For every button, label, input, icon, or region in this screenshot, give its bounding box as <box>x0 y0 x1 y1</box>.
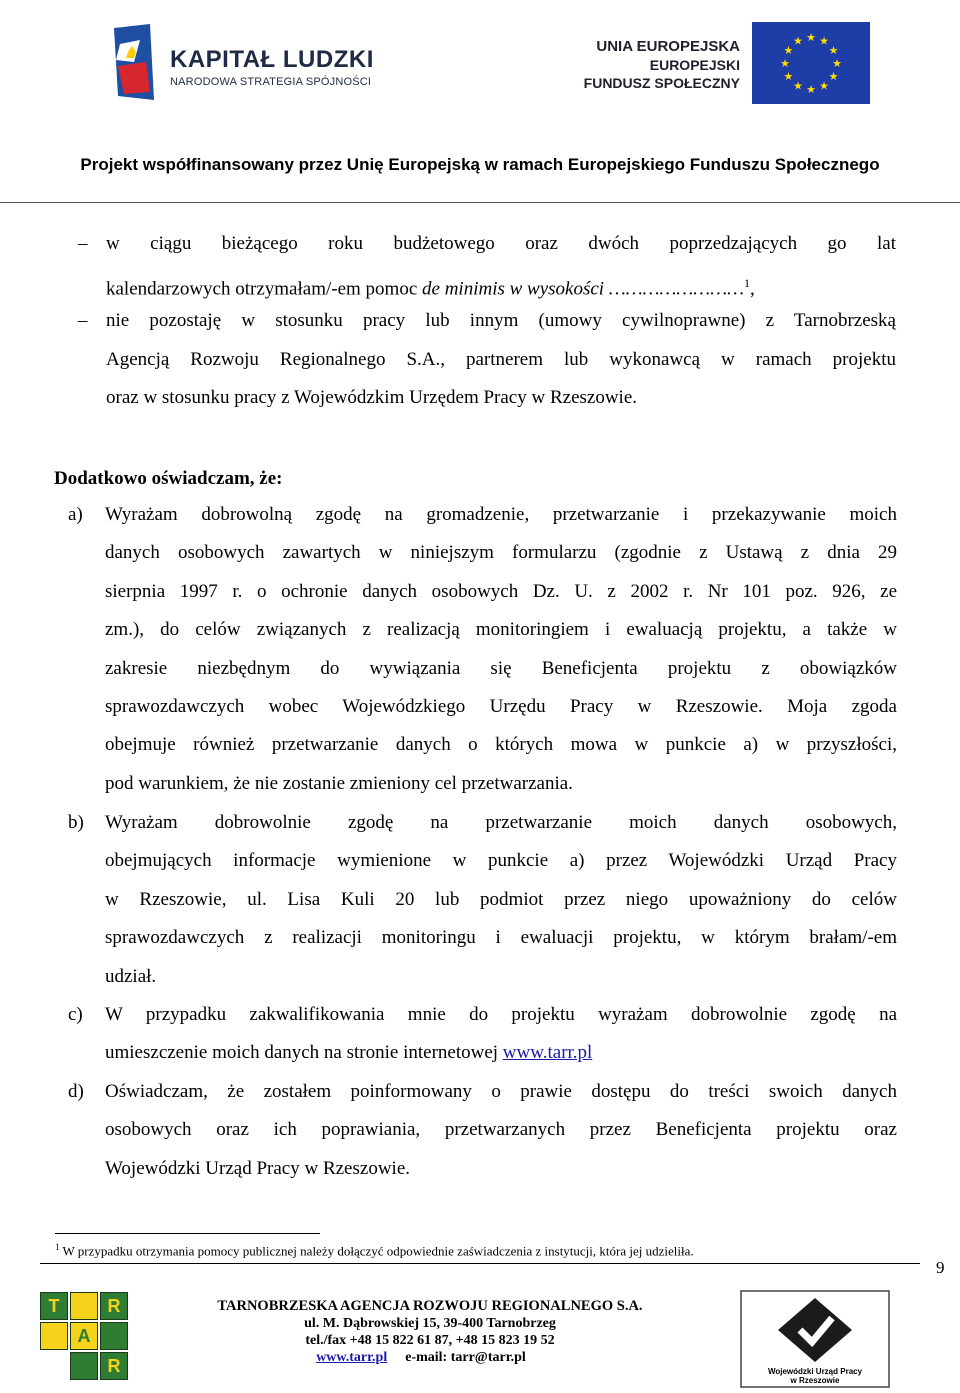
bullet-2 <box>106 302 896 418</box>
item-b-letter: b) <box>68 812 84 833</box>
item-a-body <box>105 496 897 803</box>
dash-bullet-icon: – <box>78 233 88 254</box>
footnote-divider <box>55 1233 320 1234</box>
tarr-logo <box>40 1290 150 1380</box>
tarr-tile <box>70 1352 98 1380</box>
item-a-line: zm.), do celów związanych z realizacją monitoringiem i ewaluacją projektu, a także w <box>105 619 897 641</box>
item-b-line: sprawozdawczych z realizacji monitoringu i ewaluacji projektu, w którym brałam/-em <box>105 927 897 949</box>
eu-star-icon: ★ <box>780 58 790 70</box>
item-a-line: zakresie niezbędnym do wywiązania się Beneficjenta projektu z obowiązków <box>105 657 897 679</box>
item-b-body <box>105 804 897 996</box>
item-c-line: W przypadku zakwalifikowania mnie do projektu wyrażam dobrowolnie zgodę na <box>105 1004 897 1025</box>
footer-address: ul. M. Dąbrowskiej 15, 39-400 Tarnobrzeg <box>304 1316 556 1331</box>
bullet-1-suffix: , <box>750 277 755 299</box>
section-title: Dodatkowo oświadczam, że: <box>54 468 283 489</box>
tarr-letter: R <box>100 1292 128 1320</box>
bullet-1-line1: w ciągu bieżącego roku budżetowego oraz dwóch poprzedzających go lat <box>106 233 896 254</box>
item-d-line: Wojewódzki Urząd Pracy w Rzeszowie. <box>105 1157 411 1179</box>
item-b-line: Wyrażam dobrowolnie zgodę na przetwarzanie moich danych osobowych, <box>105 812 897 833</box>
eu-star-icon: ★ <box>832 58 842 70</box>
eu-star-icon: ★ <box>828 45 839 57</box>
eu-fund-label <box>578 38 740 92</box>
kapital-ludzki-logo <box>110 22 374 112</box>
wup-logo-icon <box>740 1290 890 1388</box>
item-d-line: osobowych oraz ich poprawiania, przetwarzanych przez Beneficjenta projektu oraz <box>105 1119 897 1141</box>
bullet-2-line2: Agencją Rozwoju Regionalnego S.A., partnerem lub wykonawcą w ramach projektu <box>106 348 896 370</box>
page-number: 9 <box>936 1258 945 1277</box>
item-a-line: Wyrażam dobrowolną zgodę na gromadzenie, przetwarzanie i przekazywanie moich <box>105 504 897 525</box>
item-d-body <box>105 1073 897 1188</box>
item-b-line: w Rzeszowie, ul. Lisa Kuli 20 lub podmiot przez niego upoważniony do celów <box>105 888 897 910</box>
project-cofinancing-line: Projekt współfinansowany przez Unię Europejską w ramach Europejskiego Funduszu Społecznego <box>80 155 880 174</box>
footnote-mark: 1 <box>55 1242 60 1252</box>
item-a-line: danych osobowych zawartych w niniejszym formularzu (zgodnie z Ustawą z dnia 29 <box>105 542 897 564</box>
item-c-text: umieszczenie moich danych na stronie internetowej <box>105 1042 503 1064</box>
eu-star-icon: ★ <box>793 80 803 93</box>
eu-star-icon: ★ <box>828 71 839 83</box>
eu-star-icon: ★ <box>806 84 816 96</box>
footer-email: e-mail: tarr@tarr.pl <box>405 1350 526 1365</box>
item-a-line: pod warunkiem, że nie zostanie zmieniony cel przetwarzania. <box>105 772 573 794</box>
footnote-ref: 1 <box>744 275 750 290</box>
kapital-ludzki-mark-icon <box>110 22 158 102</box>
item-a-line: sierpnia 1997 r. o ochronie danych osobowych Dz. U. z 2002 r. Nr 101 poz. 926, ze <box>105 580 897 602</box>
footer-divider <box>40 1263 920 1264</box>
header-divider <box>0 202 960 203</box>
eu-star-icon: ★ <box>806 32 816 44</box>
item-a-line: sprawozdawczych wobec Wojewódzkiego Urzędu Pracy w Rzeszowie. Moja zgoda <box>105 696 897 718</box>
footer-phone: tel./fax +48 15 822 61 87, +48 15 823 19 52 <box>305 1333 555 1348</box>
eu-star-icon: ★ <box>783 45 794 57</box>
eu-star-icon: ★ <box>819 35 829 48</box>
tarr-website-link[interactable]: www.tarr.pl <box>502 1042 593 1064</box>
footer-www-link[interactable]: www.tarr.pl <box>316 1350 388 1365</box>
eu-star-icon: ★ <box>819 80 829 93</box>
footnote-text: W przypadku otrzymania pomocy publicznej należy dołączyć odpowiednie zaświadczenia z instytucji, która jej udzieliła. <box>59 1243 694 1259</box>
tarr-letter: A <box>70 1322 98 1350</box>
footnote <box>55 1242 694 1259</box>
footer-org: TARNOBRZESKA AGENCJA ROZWOJU REGIONALNEGO S.A. <box>217 1298 643 1314</box>
tarr-tile <box>70 1292 98 1320</box>
kapital-ludzki-subtitle: NARODOWA STRATEGIA SPÓJNOŚCI <box>170 76 372 88</box>
ue-line3: FUNDUSZ SPOŁECZNY <box>583 75 740 91</box>
tarr-tile <box>40 1322 68 1350</box>
item-b-line: udział. <box>105 965 157 987</box>
eu-star-icon: ★ <box>783 71 794 83</box>
ue-line2: EUROPEJSKI <box>649 57 740 73</box>
tarr-tile <box>100 1322 128 1350</box>
item-a-line: obejmuje również przetwarzanie danych o których mowa w punkcie a) w przyszłości, <box>105 734 897 756</box>
item-d-letter: d) <box>68 1081 84 1102</box>
bullet-1-line2-text: kalendarzowych otrzymałam/-em pomoc <box>106 277 423 299</box>
eu-star-icon: ★ <box>793 35 803 48</box>
bullet-1-italic: de minimis w wysokości …………………… <box>422 277 744 299</box>
ue-line1: UNIA EUROPEJSKA <box>596 38 740 55</box>
item-c-body <box>105 996 897 1073</box>
footer-web-row <box>200 1349 660 1366</box>
wup-line2: w Rzeszowie <box>790 1376 840 1385</box>
item-c-line <box>105 1034 897 1072</box>
item-c-letter: c) <box>68 1004 83 1025</box>
tarr-letter: R <box>100 1352 128 1380</box>
kapital-ludzki-title: KAPITAŁ LUDZKI <box>170 46 374 73</box>
footer-contact <box>200 1298 660 1366</box>
bullet-2-line1: nie pozostaję w stosunku pracy lub innym (umowy cywilnoprawne) z Tarnobrzeską <box>106 310 896 331</box>
bullet-2-line3: oraz w stosunku pracy z Wojewódzkim Urzędem Pracy w Rzeszowie. <box>106 387 638 408</box>
item-a-letter: a) <box>68 504 83 525</box>
dash-bullet-icon: – <box>78 310 88 331</box>
wup-line1: Wojewódzki Urząd Pracy <box>767 1367 863 1376</box>
item-d-line: Oświadczam, że zostałem poinformowany o prawie dostępu do treści swoich danych <box>105 1081 897 1102</box>
tarr-letter: T <box>40 1292 68 1320</box>
eu-flag-icon <box>752 22 870 104</box>
item-b-line: obejmujących informacje wymienione w punkcie a) przez Wojewódzki Urząd Pracy <box>105 850 897 872</box>
bullet-1 <box>106 225 896 308</box>
